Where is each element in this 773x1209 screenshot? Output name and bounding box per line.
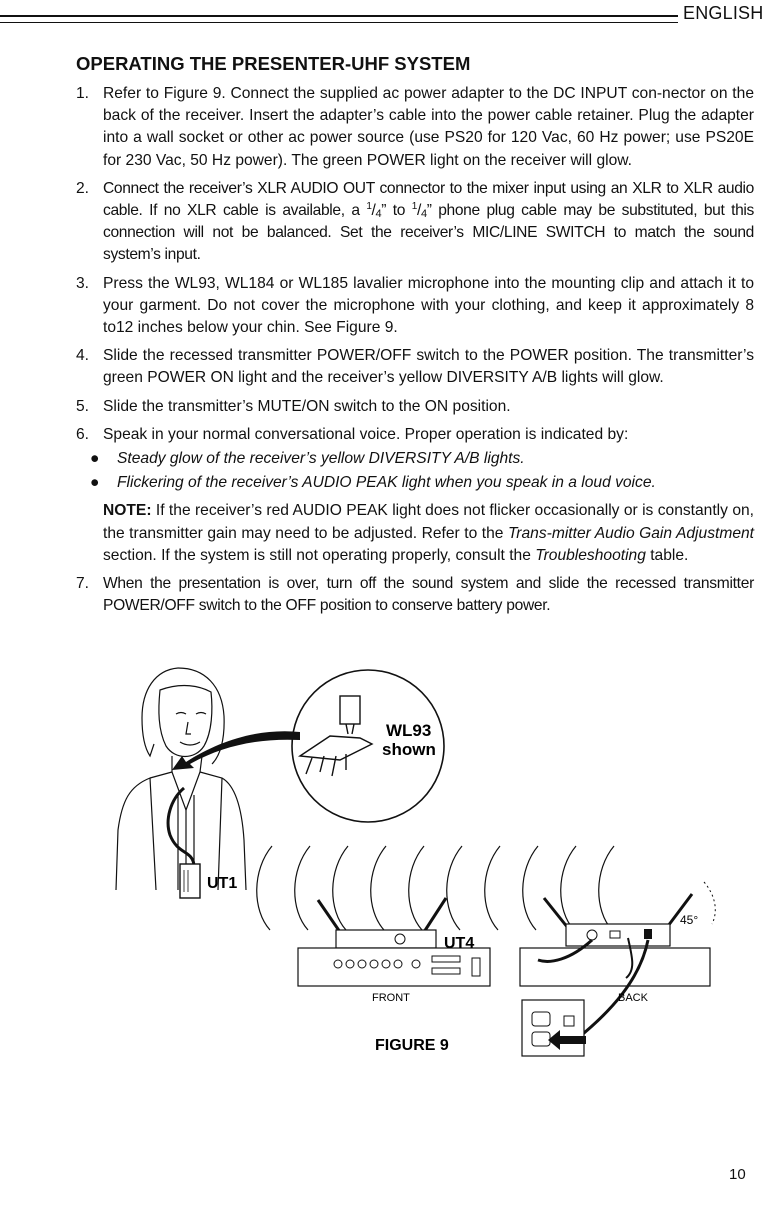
step-text: When the presentation is over, turn off the sound system and slide the recessed transmitter POWER/OFF switch to the OFF position to conserve battery power. bbox=[103, 575, 754, 615]
bullet-text: Steady glow of the receiver’s yellow DIVERSITY A/B lights. bbox=[117, 450, 525, 468]
bullet-icon: ● bbox=[90, 474, 100, 492]
note-text: If the receiver’s red AUDIO PEAK light does not flicker occasionally or is constantly on, the transmitter gain may need to be adjusted. Refer to the bbox=[103, 502, 754, 542]
section-title: OPERATING THE PRESENTER-UHF SYSTEM bbox=[76, 53, 471, 74]
bodypack-transmitter bbox=[180, 864, 200, 898]
figure-caption: FIGURE 9 bbox=[375, 1037, 449, 1054]
wall-outlet-icon bbox=[522, 1000, 584, 1056]
step-text: Connect the receiver’s XLR AUDIO OUT connector to the mixer input using an XLR to XLR audio cable. If no XLR cable is available, a bbox=[103, 179, 754, 220]
step-number: 5. bbox=[76, 397, 90, 415]
step-1 bbox=[76, 83, 754, 172]
step-number: 3. bbox=[76, 274, 90, 292]
step-4 bbox=[76, 345, 754, 389]
step-number: 7. bbox=[76, 575, 90, 593]
callout-label: shown bbox=[382, 740, 436, 759]
fraction-numerator: 1 bbox=[366, 201, 372, 213]
fraction-denominator: 4 bbox=[420, 208, 427, 221]
note bbox=[103, 500, 754, 567]
note-label: NOTE: bbox=[103, 502, 152, 520]
callout-label: WL93 bbox=[386, 721, 432, 740]
front-label: FRONT bbox=[372, 992, 410, 1004]
bullet-item bbox=[90, 472, 754, 494]
angle-label: 45° bbox=[680, 913, 699, 927]
note-text: section. If the system is still not operating properly, consult the bbox=[103, 546, 536, 564]
bullet-item bbox=[90, 448, 754, 470]
page-number: 10 bbox=[729, 1166, 746, 1183]
ut4-label: UT4 bbox=[444, 935, 475, 952]
ut1-label: UT1 bbox=[207, 875, 238, 892]
note-reference: Trans-mitter Audio Gain Adjustment bbox=[507, 524, 754, 542]
step-text: Slide the transmitter’s MUTE/ON switch to the ON position. bbox=[103, 397, 511, 415]
step-2: 2. Connect the receiver’s XLR AUDIO OUT connector to the mixer input using an XLR to XLR audio cable. If no XLR cable is available, a $^1$/4” to $^1$/4” phone plug cable may be substituted, but this connection will not be balanced. Set the receiver’s MIC/LINE SWITCH to match the sound system’s input. bbox=[76, 179, 754, 264]
header-rule bbox=[0, 15, 678, 17]
step-text: Speak in your normal conversational voice. Proper operation is indicated by: bbox=[103, 425, 629, 443]
header-language: ENGLISH bbox=[683, 3, 764, 23]
step-7 bbox=[76, 573, 754, 617]
callout-arrow-icon bbox=[172, 731, 300, 770]
presenter-illustration bbox=[116, 668, 246, 890]
step-5 bbox=[76, 396, 754, 418]
bullet-icon: ● bbox=[90, 450, 100, 468]
step-number: 1. bbox=[76, 85, 90, 102]
back-label: BACK bbox=[618, 992, 648, 1004]
step-6 bbox=[76, 424, 754, 567]
step-text: Refer to Figure 9. Connect the supplied ac power adapter to the DC INPUT con-nector on the back of the receiver. Insert the adapter’s cable into the power cable retainer. Plug the adapter into a wall socket or other ac power source (use PS20 for 120 Vac, 60 Hz power; use PS20E for 230 Vac, 50 Hz power). The green POWER light on the receiver will glow. bbox=[103, 85, 754, 169]
step-number: 4. bbox=[76, 347, 90, 365]
steps-list bbox=[76, 83, 754, 623]
step-text: ” phone plug cable may be substituted, but this connection will not be balanced. Set the receiver’s MIC/LINE SWITCH to match the sound system’s input. bbox=[103, 202, 754, 264]
bullet-text: Flickering of the receiver’s AUDIO PEAK light when you speak in a loud voice. bbox=[117, 474, 656, 492]
header-rule-thin bbox=[0, 22, 678, 23]
figure-9-illustration bbox=[0, 660, 773, 1060]
step-text: Slide the recessed transmitter POWER/OFF switch to the POWER position. The transmitter’s green POWER ON light and the receiver’s yellow DIVERSITY A/B lights will glow. bbox=[103, 347, 754, 387]
step-number: 2. bbox=[76, 179, 90, 197]
step-3 bbox=[76, 273, 754, 340]
fraction-numerator: 1 bbox=[411, 201, 417, 213]
step-number: 6. bbox=[76, 425, 90, 443]
step-text: ” to bbox=[381, 202, 412, 220]
note-text: table. bbox=[645, 546, 689, 564]
note-reference: Troubleshooting bbox=[535, 546, 646, 564]
fraction-denominator: 4 bbox=[375, 208, 382, 221]
step-text: Press the WL93, WL184 or WL185 lavalier microphone into the mounting clip and attach it to your garment. Do not cover the microphone with your clothing, and keep it approximately 8 to12 inches below your chin. See Figure 9. bbox=[103, 274, 754, 337]
